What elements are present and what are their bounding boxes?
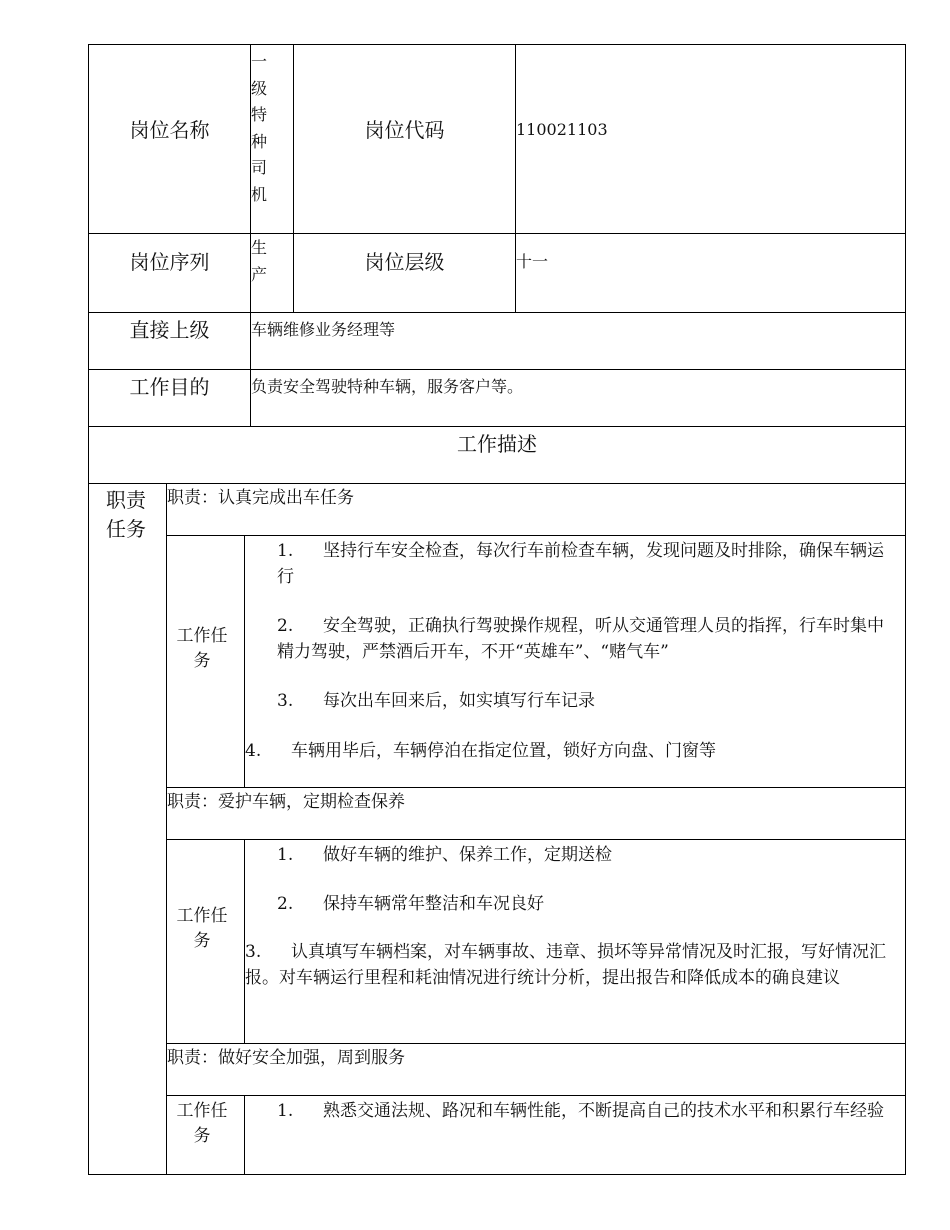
duty-2-task-label: 工作任务 [176, 906, 228, 951]
duty-1-task-1 [277, 539, 887, 590]
duty-3-task-1 [277, 1099, 887, 1125]
purpose-value: 负责安全驾驶特种车辆，服务客户等。 [251, 377, 524, 396]
task-number: 3. [245, 942, 262, 962]
duty-2-title: 职责：爱护车辆，定期检查保养 [167, 792, 405, 812]
job-description-table [88, 44, 906, 1175]
superior-label: 直接上级 [129, 318, 210, 342]
task-number: 2. [277, 616, 294, 636]
task-text: 车辆用毕后，车辆停泊在指定位置，锁好方向盘、门窗等 [291, 741, 716, 761]
task-text: 安全驾驶，正确执行驾驶操作规程，听从交通管理人员的指挥，行车时集中精力驾驶，严禁酒后开车，不开“英雄车”、“赌气车” [277, 616, 884, 662]
duty-2-task-1 [277, 843, 887, 869]
cell-level-value [515, 233, 906, 313]
superior-value: 车辆维修业务经理等 [251, 320, 396, 339]
duty-1-task-2 [277, 614, 887, 665]
duty-1-task-4 [245, 739, 895, 765]
sequence-label: 岗位序列 [129, 250, 210, 274]
task-text: 保持车辆常年整洁和车况良好 [323, 894, 544, 914]
duties-label: 职责任务 [106, 488, 146, 541]
position-name-label: 岗位名称 [129, 118, 210, 142]
task-number: 1. [277, 541, 294, 561]
position-name-value: 一级特种司机 [251, 52, 268, 204]
task-text: 熟悉交通法规、路况和车辆性能，不断提高自己的技术水平和积累行车经验 [323, 1101, 884, 1121]
level-value: 十一 [516, 252, 549, 271]
duty-1-task-label: 工作任务 [176, 626, 228, 671]
purpose-label: 工作目的 [129, 375, 210, 399]
task-text: 认真填写车辆档案，对车辆事故、违章、损坏等异常情况及时汇报，写好情况汇报。对车辆运行里程和耗油情况进行统计分析，提出报告和降低成本的确良建议 [245, 942, 886, 988]
task-text: 坚持行车安全检查，每次行车前检查车辆，发现问题及时排除，确保车辆运行 [277, 541, 884, 587]
task-number: 1. [277, 1101, 294, 1121]
task-text: 每次出车回来后，如实填写行车记录 [323, 691, 595, 711]
duty-3-task-label: 工作任务 [176, 1101, 228, 1146]
position-code-label: 岗位代码 [364, 118, 445, 142]
level-label: 岗位层级 [364, 250, 445, 274]
task-number: 4. [245, 741, 262, 761]
sequence-value: 生产 [251, 238, 268, 284]
duty-2-task-2 [277, 892, 887, 918]
duty-1-task-3 [277, 689, 887, 715]
cell-duties-label [88, 483, 167, 1175]
task-number: 1. [277, 845, 294, 865]
duty-2-task-3 [245, 940, 900, 991]
work-desc-title: 工作描述 [457, 432, 537, 456]
task-number: 3. [277, 691, 294, 711]
task-number: 2. [277, 894, 294, 914]
task-text: 做好车辆的维护、保养工作，定期送检 [323, 845, 612, 865]
duty-3-title: 职责：做好安全加强，周到服务 [167, 1048, 405, 1068]
position-code-value: 110021103 [516, 120, 608, 139]
duty-1-title: 职责：认真完成出车任务 [167, 488, 354, 508]
